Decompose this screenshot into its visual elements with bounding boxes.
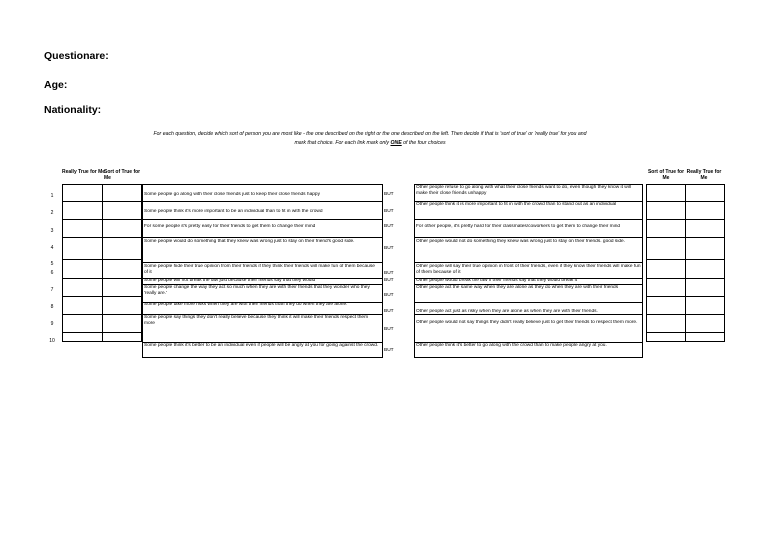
but-label: BUT bbox=[384, 271, 394, 276]
row-divider bbox=[62, 332, 142, 333]
right-statement-2: Other people think it is more important to fit in with the crowd than to stand out as an individual bbox=[416, 202, 617, 207]
right-statement-4: Other people would not do something they knew was wrong just to stay on their friends. good side. bbox=[416, 239, 626, 244]
row-divider bbox=[62, 278, 142, 279]
row-number: 7 bbox=[50, 287, 54, 293]
header-left-really-true: Really True for Me bbox=[62, 169, 106, 175]
instructions-emphasis-one: ONE bbox=[390, 140, 402, 146]
row-divider bbox=[646, 201, 725, 202]
left-statement-8: Some people take more risks when they are with their friends than they do when they are alone. bbox=[144, 302, 348, 307]
statement-divider bbox=[414, 302, 643, 303]
right-statement-9: Other people would not say things they didn't really believe just to get their friends to respect them more. bbox=[416, 320, 638, 325]
row-divider bbox=[646, 296, 725, 297]
but-label: BUT bbox=[384, 192, 394, 197]
questionnaire-title: Questionare: bbox=[44, 50, 109, 62]
but-label: BUT bbox=[384, 309, 394, 314]
instructions-line-2-post: of the four choices bbox=[403, 140, 446, 146]
statement-divider bbox=[414, 219, 643, 220]
right-statement-1: Other people refuse to go along with what their close friends want to do, even though they know it will make their close friends unhappy bbox=[416, 185, 631, 197]
row-divider bbox=[646, 332, 725, 333]
row-divider bbox=[62, 237, 142, 238]
row-number: 9 bbox=[50, 321, 54, 327]
row-number: 2 bbox=[50, 210, 54, 216]
but-label: BUT bbox=[384, 209, 394, 214]
left-checkbox-column-sort[interactable] bbox=[102, 184, 142, 342]
row-divider bbox=[646, 314, 725, 315]
row-divider bbox=[62, 296, 142, 297]
row-divider bbox=[62, 219, 142, 220]
left-statement-4: Some people would do something that they knew was wrong just to stay on their friend's good side. bbox=[144, 239, 355, 244]
right-checkbox-column-sort[interactable] bbox=[646, 184, 686, 342]
right-statement-7: Other people act the same way when they are alone as they do when they are with their friends bbox=[416, 285, 619, 290]
row-number: 4 bbox=[50, 245, 54, 251]
but-label: BUT bbox=[384, 327, 394, 332]
row-number: 3 bbox=[50, 228, 54, 234]
row-number: 10 bbox=[49, 338, 55, 344]
row-number: 6 bbox=[50, 270, 54, 276]
row-divider bbox=[646, 237, 725, 238]
statement-divider bbox=[414, 237, 643, 238]
left-statement-2: Some people think it's more important to be an individual than to fit in with the crowd bbox=[144, 209, 323, 214]
statement-divider bbox=[142, 262, 383, 263]
instructions-line-2-pre: mark that choice. For each link mark only bbox=[294, 140, 390, 146]
right-statement-3: For other people, it's pretty hard for their classmates/coworkers to get them to change their mind bbox=[416, 224, 621, 229]
but-label: BUT bbox=[384, 224, 394, 229]
row-number: 5 bbox=[50, 261, 54, 267]
nationality-label: Nationality: bbox=[44, 104, 102, 116]
right-checkbox-column-really[interactable] bbox=[685, 184, 725, 342]
header-right-really-true: Really True for Me bbox=[686, 169, 722, 181]
instructions-line-2 bbox=[100, 139, 640, 147]
row-divider bbox=[646, 259, 725, 260]
row-divider bbox=[62, 314, 142, 315]
but-label: BUT bbox=[384, 348, 394, 353]
age-label: Age: bbox=[44, 79, 68, 91]
left-statement-1: Some people go along with their close friends just to keep their close friends happy bbox=[144, 192, 320, 197]
statement-divider bbox=[142, 201, 383, 202]
row-number: 1 bbox=[50, 193, 54, 199]
row-divider bbox=[646, 219, 725, 220]
statement-divider bbox=[142, 219, 383, 220]
left-checkbox-column-really[interactable] bbox=[62, 184, 103, 342]
row-divider bbox=[62, 259, 142, 260]
right-statement-5: Other people will say their true opinion in front of their friends, even if they know their friends will make fun of them because of it bbox=[416, 264, 641, 276]
header-left-sort-true: Sort of True for Me bbox=[104, 169, 141, 181]
left-statement-5: Some people hide their true opinion from their friends if they think their friends will make fun of them because of it bbox=[144, 264, 375, 276]
left-statement-7: Some people change the way they act so much when they are with their friends that they wonder who they 'really are.' bbox=[144, 285, 370, 297]
right-statement-10: Other people think it's better to go along with the crowd than to make people angry at you. bbox=[416, 343, 607, 348]
statement-divider bbox=[414, 262, 643, 263]
left-statement-3: For some people it's pretty easy for their friends to get them to change their mind bbox=[144, 224, 316, 229]
header-right-sort-true: Sort of True for Me bbox=[647, 169, 685, 181]
left-statement-9: Some people say things they don't really believe because they think it will make their friends respect them more bbox=[144, 315, 369, 327]
left-statement-10: Some people think it's better to be an individual even if people will be angry at you for going against the crowd. bbox=[144, 343, 379, 348]
right-statement-6: Other people would break the law if their friends say that they would break it bbox=[416, 278, 578, 283]
statement-divider bbox=[142, 237, 383, 238]
but-label: BUT bbox=[384, 246, 394, 251]
but-label: BUT bbox=[384, 293, 394, 298]
right-statement-8: Other people act just as risky when they are alone as when they are with their friends. bbox=[416, 309, 598, 314]
row-divider bbox=[62, 201, 142, 202]
but-label: BUT bbox=[384, 278, 394, 283]
instructions-line-1: For each question, decide which sort of person you are most like - the one described on the right or the one described on the left. Then decide if that is 'sort of true' or 'really true' for you and bbox=[153, 131, 587, 137]
left-statement-6: Some people will not break the law just because their friends say that they would bbox=[144, 278, 316, 283]
row-number: 8 bbox=[50, 304, 54, 310]
row-divider bbox=[646, 278, 725, 279]
